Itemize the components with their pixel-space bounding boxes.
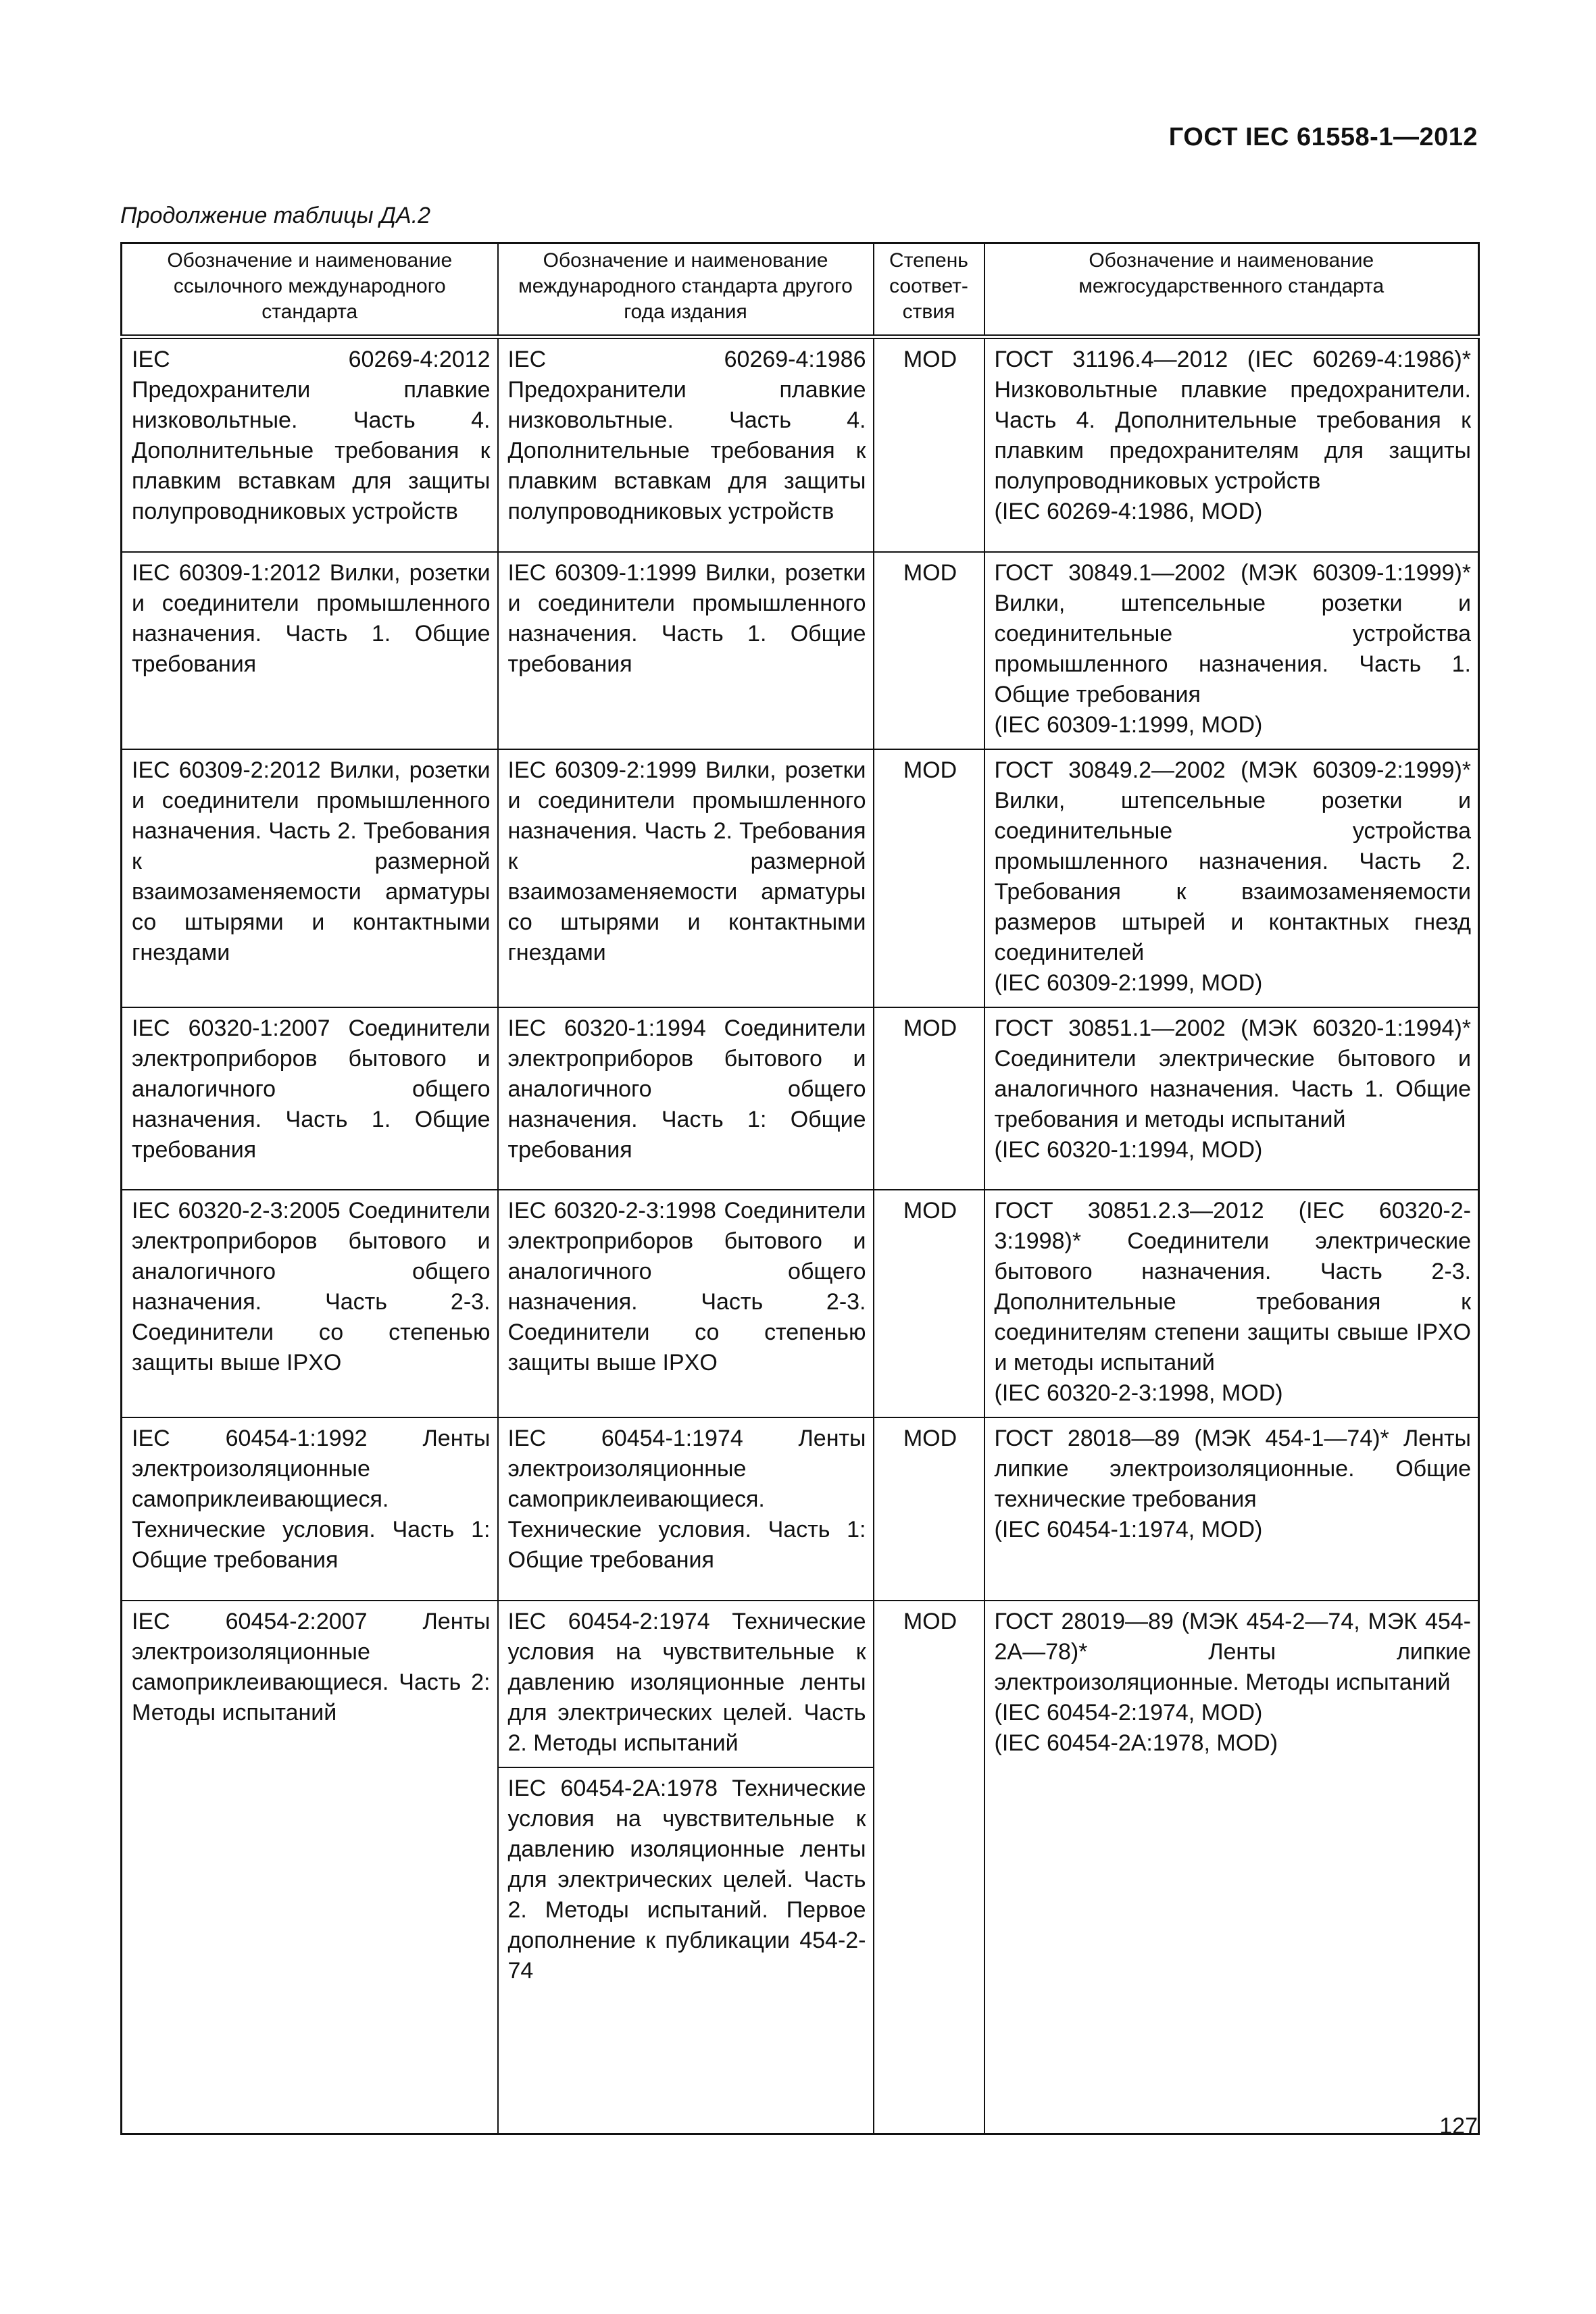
other-year-standard-cell: IEC 60309-1:1999 Вилки, розетки и соединители промышленного назначения. Часть 1. Общие требования <box>498 552 874 749</box>
table-row <box>122 1007 1479 1190</box>
conformity-degree-cell: MOD <box>874 749 984 1007</box>
reference-standard-cell: IEC 60309-1:2012 Вилки, розетки и соединители промышленного назначения. Часть 1. Общие требования <box>122 552 498 749</box>
conformity-degree-cell: MOD <box>874 1417 984 1601</box>
other-year-standard-cell: IEC 60309-2:1999 Вилки, розетки и соединители промышленного назначения. Часть 2. Требования к размерной взаимозаменяемости арматуры со штырями и контактными гнездами <box>498 749 874 1007</box>
table-row <box>122 337 1479 552</box>
reference-standard-cell: IEC 60320-2-3:2005 Соединители электроприборов бытового и аналогичного общего назначения. Часть 2-3. Соединители со степенью защиты выше IPXO <box>122 1190 498 1417</box>
table-row <box>122 1190 1479 1417</box>
page-number: 127 <box>1439 2113 1478 2139</box>
gost-reference: (IEC 60454-1:1974, MOD) <box>994 1516 1263 1542</box>
conformity-degree-cell: MOD <box>874 1601 984 2134</box>
interstate-standard-cell <box>984 1007 1479 1190</box>
gost-designation: ГОСТ 28019—89 (МЭК 454-2—74, МЭК 454-2А—78)* Ленты липкие электроизоляционные. Методы испытаний <box>994 1608 1471 1695</box>
gost-designation: ГОСТ 28018—89 (МЭК 454-1—74)* Ленты липкие электроизоляционные. Общие технические требования <box>994 1425 1471 1512</box>
document-code: ГОСТ IEC 61558-1—2012 <box>1168 123 1478 151</box>
reference-standard-cell: IEC 60320-1:2007 Соединители электроприборов бытового и аналогичного общего назначения. Часть 1. Общие требования <box>122 1007 498 1190</box>
other-year-standard-cell: IEC 60454-1:1974 Ленты электроизоляционные самоприклеивающиеся. Технические условия. Часть 1: Общие требования <box>498 1417 874 1601</box>
header-interstate-standard: Обозначение и наименование межгосударственного стандарта <box>984 243 1479 337</box>
gost-reference: (IEC 60320-2-3:1998, MOD) <box>994 1380 1283 1406</box>
interstate-standard-cell <box>984 337 1479 552</box>
other-year-standard-cell <box>498 1601 874 2134</box>
other-year-standard-entry: IEC 60454-2A:1978 Технические условия на чувствительные к давлению изоляционные ленты для электрических целей. Часть 2. Методы испытаний. Первое дополнение к публикации 454-2-74 <box>499 1767 873 1994</box>
conformity-degree-cell: MOD <box>874 1007 984 1190</box>
conformity-degree-cell: MOD <box>874 337 984 552</box>
gost-reference: (IEC 60269-4:1986, MOD) <box>994 499 1263 524</box>
table-row <box>122 1417 1479 1601</box>
interstate-standard-cell <box>984 749 1479 1007</box>
other-year-standard-cell: IEC 60320-2-3:1998 Соединители электроприборов бытового и аналогичного общего назначения. Часть 2-3. Соединители со степенью защиты выше IPXO <box>498 1190 874 1417</box>
gost-designation: ГОСТ 30851.1—2002 (МЭК 60320-1:1994)* Соединители электрические бытового и аналогичного назначения. Часть 1. Общие требования и методы испытаний <box>994 1015 1471 1132</box>
reference-standard-cell: IEC 60454-1:1992 Ленты электроизоляционные самоприклеивающиеся. Технические условия. Часть 1: Общие требования <box>122 1417 498 1601</box>
gost-designation: ГОСТ 30849.1—2002 (МЭК 60309-1:1999)* Вилки, штепсельные розетки и соединительные устройства промышленного назначения. Часть 1. Общие требования <box>994 559 1471 707</box>
gost-reference: (IEC 60309-2:1999, MOD) <box>994 970 1263 996</box>
interstate-standard-cell <box>984 1601 1479 2134</box>
table-row <box>122 749 1479 1007</box>
other-year-standard-cell: IEC 60269-4:1986 Предохранители плавкие низковольтные. Часть 4. Дополнительные требования к плавким вставкам для защиты полупроводниковых устройств <box>498 337 874 552</box>
header-reference-standard: Обозначение и наименование ссылочного международного стандарта <box>122 243 498 337</box>
gost-designation: ГОСТ 30851.2.3—2012 (IEC 60320-2-3:1998)* Соединители электрические бытового назначения. Часть 2-3. Дополнительные требования к соединителям степени защиты свыше IPXO и методы испытаний <box>994 1197 1471 1376</box>
reference-standard-cell: IEC 60309-2:2012 Вилки, розетки и соединители промышленного назначения. Часть 2. Требования к размерной взаимозаменяемости арматуры со штырями и контактными гнездами <box>122 749 498 1007</box>
gost-designation: ГОСТ 31196.4—2012 (IEC 60269-4:1986)* Низковольтные плавкие предохранители. Часть 4. Дополнительные требования к плавким предохранителям для защиты полупроводниковых устройств <box>994 347 1471 494</box>
conformity-degree-cell: MOD <box>874 552 984 749</box>
header-other-year-standard: Обозначение и наименование международного стандарта другого года издания <box>498 243 874 337</box>
conformity-degree-cell: MOD <box>874 1190 984 1417</box>
header-conformity-degree: Степень соответ-ствия <box>874 243 984 337</box>
gost-reference: (IEC 60320-1:1994, MOD) <box>994 1136 1263 1163</box>
table-row <box>122 552 1479 749</box>
other-year-standard-cell: IEC 60320-1:1994 Соединители электроприборов бытового и аналогичного общего назначения. Часть 1: Общие требования <box>498 1007 874 1190</box>
table-header-row <box>122 243 1479 337</box>
table-caption: Продолжение таблицы ДА.2 <box>120 203 431 228</box>
interstate-standard-cell <box>984 552 1479 749</box>
other-year-standard-entry: IEC 60454-2:1974 Технические условия на чувствительные к давлению изоляционные ленты для электрических целей. Часть 2. Методы испытаний <box>507 1608 866 1756</box>
gost-reference: (IEC 60454-2A:1978, MOD) <box>994 1730 1278 1756</box>
gost-designation: ГОСТ 30849.2—2002 (МЭК 60309-2:1999)* Вилки, штепсельные розетки и соединительные устройства промышленного назначения. Часть 2. Требования к взаимозаменяемости размеров штырей и контактных гнезд соединителей <box>994 757 1471 965</box>
gost-reference: (IEC 60454-2:1974, MOD) <box>994 1699 1263 1726</box>
interstate-standard-cell <box>984 1190 1479 1417</box>
standards-table <box>120 242 1480 2135</box>
interstate-standard-cell <box>984 1417 1479 1601</box>
reference-standard-cell: IEC 60269-4:2012 Предохранители плавкие низковольтные. Часть 4. Дополнительные требования к плавким вставкам для защиты полупроводниковых устройств <box>122 337 498 552</box>
reference-standard-cell: IEC 60454-2:2007 Ленты электроизоляционные самоприклеивающиеся. Часть 2: Методы испытаний <box>122 1601 498 2134</box>
table-row <box>122 1601 1479 2134</box>
gost-reference: (IEC 60309-1:1999, MOD) <box>994 711 1263 738</box>
